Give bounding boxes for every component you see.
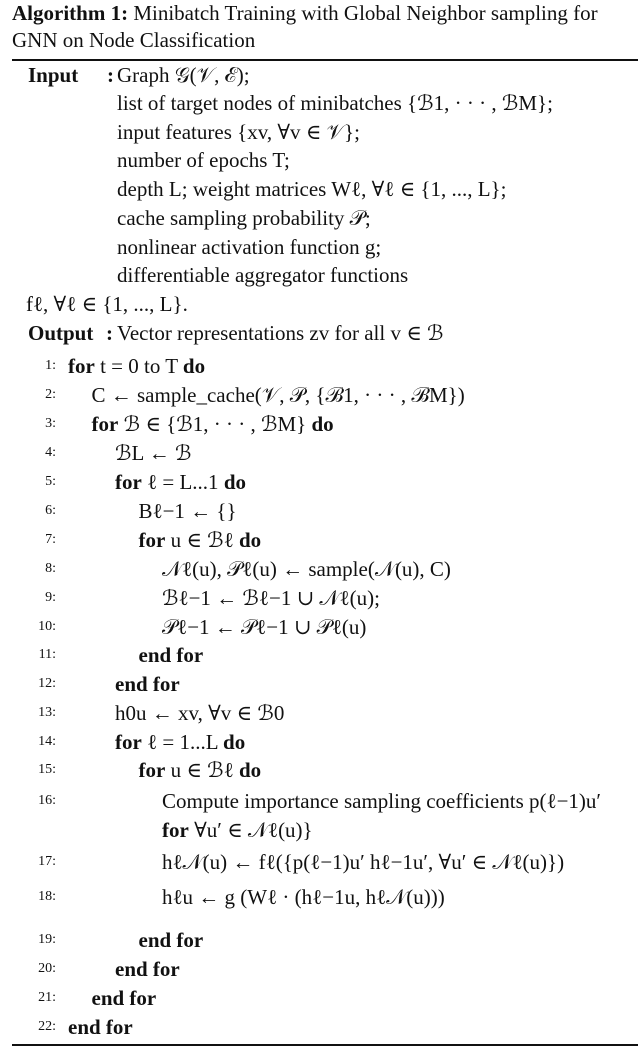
algorithm-line: for ℓ = L...1 do (115, 470, 246, 494)
algorithm-line: end for (138, 643, 204, 667)
input-item: number of epochs T; (117, 148, 290, 172)
input-item: differentiable aggregator functions (117, 263, 409, 287)
algorithm-line: end for (115, 672, 180, 696)
input-colon: : (107, 63, 114, 87)
line-number: 19: (38, 932, 56, 947)
line-number: 20: (38, 961, 56, 976)
algorithm-label: Algorithm 1: (12, 1, 129, 25)
algorithm-line: Bℓ−1 ← {} (138, 499, 237, 523)
output-colon: : (106, 321, 113, 345)
input-item: depth L; weight matrices Wℓ, ∀ℓ ∈ {1, ..., L}; (117, 177, 507, 201)
line-number: 11: (38, 647, 56, 662)
top-rule (12, 59, 638, 61)
algorithm-line: for ℬ ∈ {ℬ1, · · · , ℬM} do (91, 412, 334, 436)
algorithm-line: for u ∈ ℬℓ do (138, 528, 262, 552)
input-item-wrap: fℓ, ∀ℓ ∈ {1, ..., L}. (26, 292, 188, 316)
algorithm-line: 𝒫ℓ−1 ← 𝒫ℓ−1 ∪ 𝒫ℓ(u) (162, 615, 367, 639)
line-number: 13: (38, 705, 56, 720)
input-item: nonlinear activation function g; (117, 235, 382, 259)
line-number: 22: (38, 1019, 56, 1034)
line-number: 5: (45, 474, 56, 489)
line-number: 8: (45, 561, 56, 576)
line-number: 6: (45, 503, 56, 518)
algorithm-line: h0u ← xv, ∀v ∈ ℬ0 (115, 701, 285, 725)
algorithm-title: Minibatch Training with Global Neighbor sampling for GNN on Node Classification (12, 1, 598, 52)
line-number: 2: (45, 387, 56, 402)
line-number: 21: (38, 990, 56, 1005)
line-number: 12: (38, 676, 56, 691)
algorithm-line: ℬℓ−1 ← ℬℓ−1 ∪ 𝒩ℓ(u); (162, 586, 380, 610)
algorithm-line: C ← sample_cache(𝒱, 𝒫, {ℬ1, · · · , ℬM}) (91, 383, 465, 407)
input-item: list of target nodes of minibatches {ℬ1, · · · , ℬM}; (117, 91, 553, 115)
line-number: 17: (38, 854, 56, 869)
line-number: 16: (38, 793, 56, 808)
algorithm-line: hℓ𝒩(u) ← fℓ({p(ℓ−1)u′ hℓ−1u′, ∀u′ ∈ 𝒩ℓ(u)}) (162, 850, 565, 874)
algorithm-line: hℓu ← g (Wℓ · (hℓ−1u, hℓ𝒩(u))) (162, 885, 445, 909)
bottom-rule (12, 1044, 638, 1046)
algorithm-line: ℬL ← ℬ (115, 441, 192, 465)
output-text: Vector representations zv for all v ∈ ℬ (117, 321, 444, 345)
algorithm-line: for ℓ = 1...L do (115, 730, 246, 754)
algorithm-line: for u ∈ ℬℓ do (138, 758, 262, 782)
line-number: 7: (45, 532, 56, 547)
input-label: Input (28, 63, 79, 87)
algorithm-line: for t = 0 to T do (68, 354, 206, 378)
line-number: 1: (45, 358, 56, 373)
line-number: 10: (38, 619, 56, 634)
line-number: 3: (45, 416, 56, 431)
line-number: 14: (38, 734, 56, 749)
input-item: Graph 𝒢(𝒱, ℰ); (117, 63, 250, 87)
algorithm-line: for ∀u′ ∈ 𝒩ℓ(u)} (162, 818, 313, 842)
algorithm-caption (12, 0, 632, 54)
algorithm-line: end for (68, 1015, 133, 1039)
algorithm-line: Compute importance sampling coefficients p(ℓ−1)u′ (162, 789, 602, 813)
line-number: 9: (45, 590, 56, 605)
algorithm-line: end for (138, 928, 204, 952)
algorithm-line: end for (91, 986, 157, 1010)
line-number: 15: (38, 762, 56, 777)
input-item: cache sampling probability 𝒫; (117, 206, 371, 230)
algorithm-line: 𝒩ℓ(u), 𝒫ℓ(u) ← sample(𝒩(u), C) (162, 557, 451, 581)
input-item: input features {xv, ∀v ∈ 𝒱}; (117, 120, 360, 144)
algorithm-line: end for (115, 957, 180, 981)
line-number: 4: (45, 445, 56, 460)
output-label: Output (28, 321, 94, 345)
line-number: 18: (38, 889, 56, 904)
